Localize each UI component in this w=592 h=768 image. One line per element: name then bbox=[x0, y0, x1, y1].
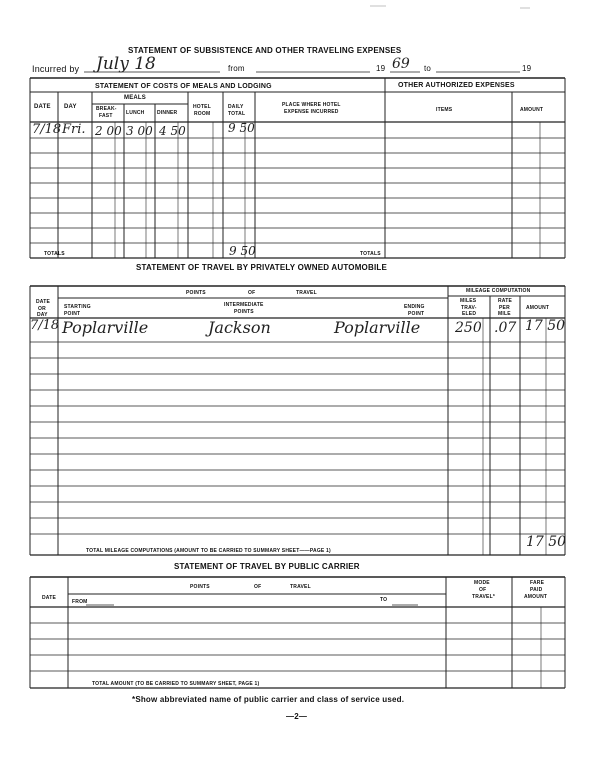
public-title: STATEMENT OF TRAVEL BY PUBLIC CARRIER bbox=[174, 562, 360, 571]
col-hotel-1: HOTEL bbox=[193, 104, 211, 110]
col-items: ITEMS bbox=[436, 107, 453, 113]
auto-col-miles-3: ELED bbox=[462, 311, 477, 317]
auto-col-miles-1: MILES bbox=[460, 298, 477, 304]
auto-col-rate-1: RATE bbox=[498, 298, 513, 304]
subsistence-title: STATEMENT OF SUBSISTENCE AND OTHER TRAVELING EXPENSES bbox=[128, 46, 402, 55]
col-breakfast-1: BREAK- bbox=[96, 106, 117, 112]
auto-total-value: 17 50 bbox=[526, 534, 567, 550]
public-total-label: TOTAL AMOUNT (TO BE CARRIED TO SUMMARY SHEET, PAGE 1) bbox=[92, 681, 260, 687]
other-expenses-header: OTHER AUTHORIZED EXPENSES bbox=[398, 82, 515, 89]
auto-col-rate-3: MILE bbox=[498, 311, 511, 317]
auto-points-label: POINTS bbox=[186, 290, 206, 296]
to-label: to bbox=[424, 64, 432, 73]
footer-note: *Show abbreviated name of public carrier and class of service used. bbox=[132, 695, 405, 704]
public-col-mode-2: OF bbox=[479, 587, 487, 593]
auto-col-date-2: OR bbox=[38, 306, 46, 312]
auto-col-date-3: DAY bbox=[37, 312, 48, 318]
totals-label-left: TOTALS bbox=[44, 251, 65, 257]
auto-col-inter-1: INTERMEDIATE bbox=[224, 302, 264, 308]
col-day: DAY bbox=[64, 104, 77, 110]
auto-of-label: OF bbox=[248, 290, 256, 296]
meal-row-lunch: 3 00 bbox=[126, 124, 153, 138]
auto-col-inter-2: POINTS bbox=[234, 309, 254, 315]
auto-row-end: Poplarville bbox=[334, 318, 421, 337]
meal-row-daily-total: 9 50 bbox=[228, 121, 255, 135]
public-from-label: FROM bbox=[72, 599, 88, 605]
year-prefix-1: 19 bbox=[376, 64, 386, 73]
totals-label-right: TOTALS bbox=[360, 251, 381, 257]
mileage-header: MILEAGE COMPUTATION bbox=[466, 288, 531, 294]
col-place-1: PLACE WHERE HOTEL bbox=[282, 102, 341, 108]
auto-col-rate-2: PER bbox=[499, 305, 510, 311]
auto-total-label: TOTAL MILEAGE COMPUTATIONS (AMOUNT TO BE CARRIED TO SUMMARY SHEET——PAGE 1) bbox=[86, 548, 331, 554]
col-date: DATE bbox=[34, 104, 51, 110]
public-col-mode-3: TRAVEL* bbox=[472, 594, 495, 600]
auto-col-amount: AMOUNT bbox=[526, 305, 550, 311]
public-col-fare-2: PAID bbox=[530, 587, 543, 593]
public-of-label: OF bbox=[254, 584, 262, 590]
public-col-date: DATE bbox=[42, 595, 57, 601]
public-col-mode-1: MODE bbox=[474, 580, 490, 586]
meals-lodging-header: STATEMENT OF COSTS OF MEALS AND LODGING bbox=[95, 83, 272, 90]
totals-value: 9 50 bbox=[229, 244, 256, 258]
auto-row-start: Poplarville bbox=[62, 318, 149, 337]
meal-row-dinner: 4 50 bbox=[159, 124, 186, 138]
auto-col-end-2: POINT bbox=[408, 311, 425, 317]
auto-col-end-1: ENDING bbox=[404, 304, 425, 310]
public-to-label: TO bbox=[380, 597, 388, 603]
public-travel-label: TRAVEL bbox=[290, 584, 311, 590]
auto-col-start-2: POINT bbox=[64, 311, 81, 317]
public-col-fare-3: AMOUNT bbox=[524, 594, 548, 600]
col-lunch: LUNCH bbox=[126, 110, 145, 116]
col-breakfast-2: FAST bbox=[99, 113, 113, 119]
public-points-label: POINTS bbox=[190, 584, 210, 590]
col-place-2: EXPENSE INCURRED bbox=[284, 109, 339, 115]
col-meals: MEALS bbox=[124, 95, 146, 101]
public-col-fare-1: FARE bbox=[530, 580, 545, 586]
col-dinner: DINNER bbox=[157, 110, 178, 116]
meal-row-day: Fri. bbox=[62, 122, 86, 137]
auto-row-intermediate: Jackson bbox=[208, 318, 271, 337]
meal-row-breakfast: 2 00 bbox=[95, 124, 122, 138]
auto-col-miles-2: TRAV- bbox=[461, 305, 477, 311]
auto-col-date-1: DATE bbox=[36, 299, 51, 305]
auto-travel-label: TRAVEL bbox=[296, 290, 317, 296]
col-daily-1: DAILY bbox=[228, 104, 244, 110]
col-hotel-2: ROOM bbox=[194, 111, 211, 117]
col-daily-2: TOTAL bbox=[228, 111, 246, 117]
auto-row-miles: 250 bbox=[455, 320, 482, 336]
meal-row-date: 7/18 bbox=[32, 122, 62, 137]
year-value: 69 bbox=[392, 56, 410, 72]
incurred-by-value: July 18 bbox=[96, 54, 156, 74]
from-label: from bbox=[228, 64, 245, 73]
auto-col-start-1: STARTING bbox=[64, 304, 91, 310]
col-amount: AMOUNT bbox=[520, 107, 544, 113]
auto-title: STATEMENT OF TRAVEL BY PRIVATELY OWNED AUTOMOBILE bbox=[136, 263, 387, 272]
auto-row-rate: .07 bbox=[494, 320, 517, 336]
incurred-by-label: Incurred by bbox=[32, 64, 80, 74]
page-number: —2— bbox=[286, 712, 308, 721]
auto-row-amount: 17 50 bbox=[525, 318, 566, 334]
auto-row-date: 7/18 bbox=[30, 318, 60, 333]
year-prefix-2: 19 bbox=[522, 64, 532, 73]
